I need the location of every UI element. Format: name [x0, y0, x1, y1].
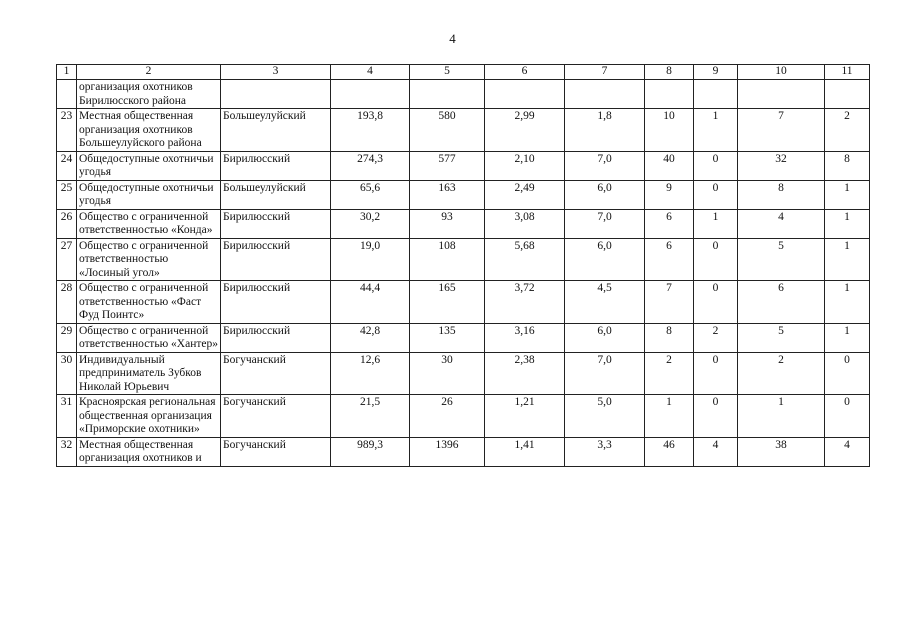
cell-col11: 4	[825, 437, 870, 466]
cell-col4	[331, 80, 410, 109]
row-number: 30	[57, 352, 77, 395]
district: Большеулуйский	[221, 180, 331, 209]
cell-col8: 46	[645, 437, 694, 466]
cell-col5: 165	[410, 281, 485, 324]
cell-col4: 12,6	[331, 352, 410, 395]
district: Богучанский	[221, 395, 331, 438]
cell-col10: 1	[738, 395, 825, 438]
row-number: 27	[57, 238, 77, 281]
cell-col9: 2	[694, 323, 738, 352]
cell-col4: 65,6	[331, 180, 410, 209]
cell-col7: 1,8	[565, 109, 645, 152]
cell-col8: 6	[645, 209, 694, 238]
table-row	[57, 238, 870, 281]
cell-col8: 8	[645, 323, 694, 352]
row-number: 28	[57, 281, 77, 324]
cell-col6: 5,68	[485, 238, 565, 281]
cell-col7: 7,0	[565, 352, 645, 395]
cell-col10: 8	[738, 180, 825, 209]
cell-col5: 93	[410, 209, 485, 238]
cell-col4: 274,3	[331, 151, 410, 180]
cell-col8: 9	[645, 180, 694, 209]
cell-col6: 2,10	[485, 151, 565, 180]
cell-col6: 3,16	[485, 323, 565, 352]
cell-col9: 0	[694, 395, 738, 438]
row-number	[57, 80, 77, 109]
organization-name: Общество с ограниченной ответственностью «Конда»	[77, 209, 221, 238]
cell-col9: 0	[694, 180, 738, 209]
cell-col7: 3,3	[565, 437, 645, 466]
cell-col6: 2,38	[485, 352, 565, 395]
hunting-grounds-table	[56, 64, 870, 467]
cell-col11: 1	[825, 281, 870, 324]
cell-col8: 40	[645, 151, 694, 180]
table-row	[57, 180, 870, 209]
cell-col4: 30,2	[331, 209, 410, 238]
cell-col9: 1	[694, 209, 738, 238]
column-header: 1	[57, 65, 77, 80]
cell-col5	[410, 80, 485, 109]
district: Бирилюсский	[221, 281, 331, 324]
cell-col9: 0	[694, 352, 738, 395]
table-row	[57, 281, 870, 324]
cell-col7: 5,0	[565, 395, 645, 438]
organization-name: Общедоступные охотничьи угодья	[77, 151, 221, 180]
cell-col9	[694, 80, 738, 109]
organization-name: Общество с ограниченной ответственностью «Хантер»	[77, 323, 221, 352]
district: Бирилюсский	[221, 151, 331, 180]
cell-col4: 44,4	[331, 281, 410, 324]
cell-col9: 4	[694, 437, 738, 466]
cell-col11: 0	[825, 352, 870, 395]
row-number: 23	[57, 109, 77, 152]
cell-col4: 193,8	[331, 109, 410, 152]
column-header: 2	[77, 65, 221, 80]
cell-col6	[485, 80, 565, 109]
cell-col4: 42,8	[331, 323, 410, 352]
table-row	[57, 323, 870, 352]
organization-name: Общество с ограниченной ответственностью «Фаст Фуд Поинтс»	[77, 281, 221, 324]
cell-col7: 6,0	[565, 323, 645, 352]
cell-col10: 5	[738, 238, 825, 281]
cell-col7: 6,0	[565, 180, 645, 209]
cell-col8: 7	[645, 281, 694, 324]
cell-col8	[645, 80, 694, 109]
column-header: 8	[645, 65, 694, 80]
column-header: 9	[694, 65, 738, 80]
district: Бирилюсский	[221, 238, 331, 281]
column-header: 11	[825, 65, 870, 80]
cell-col9: 1	[694, 109, 738, 152]
cell-col11: 1	[825, 238, 870, 281]
cell-col9: 0	[694, 151, 738, 180]
organization-name: Местная общественная организация охотников и	[77, 437, 221, 466]
cell-col11: 0	[825, 395, 870, 438]
cell-col8: 10	[645, 109, 694, 152]
column-header: 4	[331, 65, 410, 80]
organization-name: Красноярская региональная общественная организация «Приморские охотники»	[77, 395, 221, 438]
cell-col5: 580	[410, 109, 485, 152]
row-number: 32	[57, 437, 77, 466]
cell-col5: 26	[410, 395, 485, 438]
row-number: 25	[57, 180, 77, 209]
header-row	[57, 65, 870, 80]
cell-col11: 8	[825, 151, 870, 180]
cell-col8: 6	[645, 238, 694, 281]
table-row	[57, 151, 870, 180]
cell-col6: 3,08	[485, 209, 565, 238]
cell-col9: 0	[694, 238, 738, 281]
column-header: 5	[410, 65, 485, 80]
cell-col7	[565, 80, 645, 109]
district: Бирилюсский	[221, 209, 331, 238]
column-header: 7	[565, 65, 645, 80]
cell-col5: 163	[410, 180, 485, 209]
district: Богучанский	[221, 352, 331, 395]
cell-col4: 21,5	[331, 395, 410, 438]
organization-name: Общедоступные охотничьи угодья	[77, 180, 221, 209]
cell-col7: 7,0	[565, 151, 645, 180]
cell-col9: 0	[694, 281, 738, 324]
cell-col6: 2,49	[485, 180, 565, 209]
table-row	[57, 352, 870, 395]
cell-col6: 3,72	[485, 281, 565, 324]
organization-name: Общество с ограниченной ответственностью «Лосиный угол»	[77, 238, 221, 281]
cell-col5: 108	[410, 238, 485, 281]
column-header: 6	[485, 65, 565, 80]
cell-col6: 2,99	[485, 109, 565, 152]
district	[221, 80, 331, 109]
organization-name: Индивидуальный предприниматель Зубков Николай Юрьевич	[77, 352, 221, 395]
row-number: 29	[57, 323, 77, 352]
cell-col5: 135	[410, 323, 485, 352]
organization-name: организация охотников Бирилюсского района	[77, 80, 221, 109]
cell-col6: 1,21	[485, 395, 565, 438]
cell-col4: 989,3	[331, 437, 410, 466]
row-number: 24	[57, 151, 77, 180]
cell-col7: 7,0	[565, 209, 645, 238]
table-row	[57, 80, 870, 109]
cell-col7: 4,5	[565, 281, 645, 324]
district: Большеулуйский	[221, 109, 331, 152]
cell-col11	[825, 80, 870, 109]
cell-col11: 2	[825, 109, 870, 152]
table-row	[57, 395, 870, 438]
cell-col11: 1	[825, 180, 870, 209]
organization-name: Местная общественная организация охотников Большеулуйского района	[77, 109, 221, 152]
cell-col10: 6	[738, 281, 825, 324]
district: Богучанский	[221, 437, 331, 466]
table-row	[57, 109, 870, 152]
table-row	[57, 437, 870, 466]
cell-col6: 1,41	[485, 437, 565, 466]
cell-col10	[738, 80, 825, 109]
row-number: 26	[57, 209, 77, 238]
cell-col10: 7	[738, 109, 825, 152]
row-number: 31	[57, 395, 77, 438]
cell-col10: 32	[738, 151, 825, 180]
cell-col5: 30	[410, 352, 485, 395]
table-row	[57, 209, 870, 238]
page-number: 4	[449, 31, 456, 46]
cell-col8: 2	[645, 352, 694, 395]
cell-col10: 5	[738, 323, 825, 352]
cell-col10: 2	[738, 352, 825, 395]
column-header: 3	[221, 65, 331, 80]
cell-col10: 38	[738, 437, 825, 466]
cell-col4: 19,0	[331, 238, 410, 281]
column-header: 10	[738, 65, 825, 80]
cell-col11: 1	[825, 323, 870, 352]
cell-col5: 577	[410, 151, 485, 180]
cell-col5: 1396	[410, 437, 485, 466]
cell-col8: 1	[645, 395, 694, 438]
district: Бирилюсский	[221, 323, 331, 352]
cell-col7: 6,0	[565, 238, 645, 281]
cell-col10: 4	[738, 209, 825, 238]
cell-col11: 1	[825, 209, 870, 238]
